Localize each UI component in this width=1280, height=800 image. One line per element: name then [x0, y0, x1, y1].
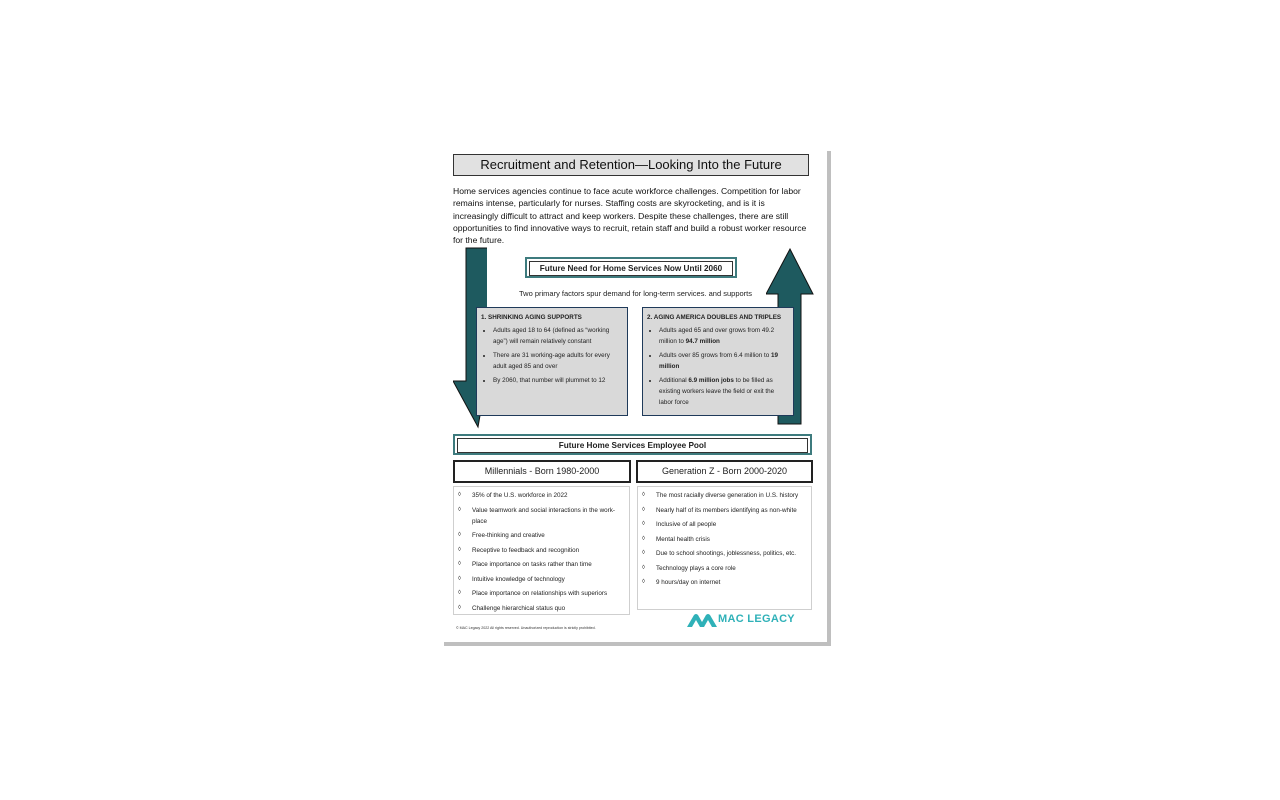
list-item: [642, 519, 809, 530]
factor-bullet: • Adults aged 18 to 64 (defined as “working age”) will remain relatively constant: [493, 325, 623, 347]
millennials-list: [453, 486, 630, 615]
diamond-bullet-icon: ◊: [458, 590, 461, 596]
employee-pool-heading-text: Future Home Services Employee Pool: [457, 438, 808, 453]
logo-wordmark: MAC LEGACY: [718, 613, 795, 625]
diamond-bullet-icon: ◊: [458, 575, 461, 582]
list-item-text: Receptive to feedback and recognition: [472, 546, 580, 554]
factor-heading: 2. AGING AMERICA DOUBLES AND TRIPLES: [647, 314, 782, 321]
diamond-bullet-icon: ◊: [458, 604, 461, 611]
list-item-text: 35% of the U.S. workforce in 2022: [472, 492, 568, 499]
diamond-bullet-icon: ◊: [642, 492, 645, 498]
factor-aging-america: [642, 307, 794, 416]
list-item: [642, 490, 809, 501]
document-page: [444, 151, 827, 642]
list-item-text: Challenge hierarchical status quo: [472, 604, 566, 612]
bullet-text: Additional: [659, 377, 689, 384]
diamond-bullet-icon: ◊: [642, 550, 645, 556]
factor-bullet: [659, 375, 789, 408]
list-item: [458, 505, 627, 527]
page-title: Recruitment and Retention—Looking Into the Future: [453, 154, 809, 176]
diamond-bullet-icon: ◊: [642, 521, 645, 527]
list-item-text: Place importance on relationships with superiors: [472, 590, 608, 597]
list-item-text: The most racially diverse generation in U.S. history: [656, 492, 799, 499]
list-item-text: Inclusive of all people: [656, 521, 717, 528]
mac-legacy-logo: [687, 612, 807, 630]
list-item: [458, 530, 627, 541]
list-item-text: Mental health crisis: [656, 535, 710, 543]
list-item-text: Free-thinking and creative: [472, 532, 545, 539]
diamond-bullet-icon: ◊: [458, 492, 461, 498]
millennials-heading: Millennials - Born 1980-2000: [453, 460, 631, 483]
factor-bullet: [659, 350, 789, 372]
list-item: [458, 490, 627, 501]
list-item: [642, 577, 809, 588]
factor-heading: 1. SHRINKING AGING SUPPORTS: [481, 314, 582, 321]
list-item-text: Due to school shootings, joblessness, politics, etc.: [656, 550, 797, 557]
list-item-text: Value teamwork and social interactions in the work-place: [472, 506, 616, 525]
genz-list: [637, 486, 812, 610]
list-item: [458, 588, 627, 599]
diamond-bullet-icon: ◊: [642, 564, 645, 571]
list-item-text: Intuitive knowledge of technology: [472, 575, 565, 583]
factor-bullet: • There are 31 working-age adults for every adult aged 85 and over: [493, 350, 623, 372]
bullet-text: to be filled as existing workers leave the field or exit the labor force: [659, 377, 775, 406]
bullet-text: Adults aged 65 and over grows from 49.2 million to: [659, 327, 775, 345]
future-need-heading: [525, 257, 737, 278]
diamond-bullet-icon: ◊: [642, 506, 645, 513]
intro-paragraph: Home services agencies continue to face acute workforce challenges. Competition for labor remains intense, particularly for nurses. Staffing costs are skyrocketing, and is it is increasingly difficult to attract and keep workers. Despite these challenges, there are still opportunities to find innovative ways to recruit, retain staff and build a robust worker resource for the future.: [453, 186, 807, 246]
factor-bullet: [659, 325, 789, 347]
future-need-subline: Two primary factors spur demand for long-term services. and supports: [518, 289, 752, 298]
genz-heading: Generation Z - Born 2000-2020: [636, 460, 813, 483]
diamond-bullet-icon: ◊: [642, 535, 645, 542]
diamond-bullet-icon: ◊: [458, 506, 461, 513]
diamond-bullet-icon: ◊: [458, 546, 461, 553]
list-item: [458, 545, 627, 556]
bullet-emphasis: 94.7 million: [685, 338, 720, 345]
list-item-text: Place importance on tasks rather than time: [472, 561, 592, 568]
list-item: [642, 534, 809, 545]
bullet-emphasis: 19 million: [659, 352, 779, 370]
diamond-bullet-icon: ◊: [642, 579, 645, 585]
list-item: [458, 559, 627, 570]
diamond-bullet-icon: ◊: [458, 532, 461, 538]
factor-bullet: • By 2060, that number will plummet to 12: [493, 375, 623, 386]
employee-pool-heading: [453, 434, 812, 455]
list-item: [642, 548, 809, 559]
list-item-text: Technology plays a core role: [656, 564, 736, 572]
list-item-text: Nearly half of its members identifying as non-white: [656, 506, 797, 514]
bullet-emphasis: 6.9 million jobs: [688, 377, 734, 384]
list-item: [642, 505, 809, 516]
copyright-notice: © MAC Legacy 2022 All rights reserved. Unauthorized reproduction is strictly prohibited.: [456, 626, 596, 630]
diamond-bullet-icon: ◊: [458, 561, 461, 567]
list-item: [458, 603, 627, 614]
future-need-heading-text: Future Need for Home Services Now Until 2060: [529, 261, 733, 276]
list-item: [642, 563, 809, 574]
list-item: [458, 574, 627, 585]
bullet-text: Adults over 85 grows from 6.4 million to: [659, 352, 771, 359]
list-item-text: 9 hours/day on internet: [656, 579, 721, 586]
factor-shrinking-aging-supports: [476, 307, 628, 416]
logo-mark-icon: [687, 613, 717, 629]
